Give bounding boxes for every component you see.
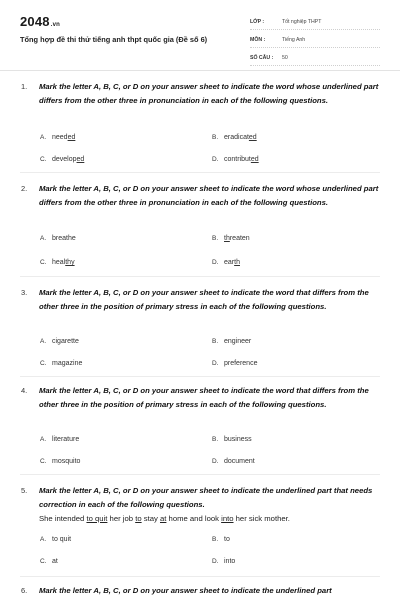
underlined-part: ed [250,156,259,163]
option-text: developed [52,156,85,163]
option-letter: C. [40,558,47,565]
option-c[interactable] [40,156,84,163]
logo-text: 2048 [20,14,50,29]
option-text: eradicated [224,134,257,141]
option-b[interactable] [212,134,257,141]
option-text: magazine [52,360,83,367]
question-instruction: Mark the letter A, B, C, or D on your answer sheet to indicate the word whose underlined part differs from the other three in pronunciation in each of the following questions. [39,82,379,105]
question-number: 4. [21,386,28,395]
option-letter: B. [212,436,219,443]
option-d[interactable] [212,360,257,367]
option-letter: A. [40,134,47,141]
option-letter: B. [212,338,219,345]
option-text: healthy [52,259,75,266]
site-logo[interactable] [20,14,60,29]
question-instruction: Mark the letter A, B, C, or D on your answer sheet to indicate the underlined part that needs correction in each of the following questions. [39,486,373,509]
option-b[interactable] [212,235,250,242]
option-letter: B. [212,536,219,543]
question-instruction: Mark the letter A, B, C, or D on your answer sheet to indicate the underlined part [39,586,332,595]
meta-row-count [250,50,380,66]
option-a[interactable] [40,235,76,242]
option-text: earth [224,259,240,266]
option-text: into [224,558,236,565]
option-letter: D. [212,458,219,465]
meta-value: Tốt nghiệp THPT [282,18,322,25]
option-letter: C. [40,360,47,367]
option-text: business [224,436,252,443]
question-sentence: She intended to quit her job to stay at home and look into her sick mother. [39,514,290,523]
underlined-part: th [234,259,240,266]
question-instruction: Mark the letter A, B, C, or D on your answer sheet to indicate the word that differs from the other three in the position of primary stress in each of the following questions. [39,288,369,311]
option-b[interactable] [212,338,251,345]
logo-suffix: .vn [50,22,61,28]
option-d[interactable] [212,558,235,565]
option-text: literature [52,436,80,443]
divider [20,576,380,577]
option-text: preference [224,360,258,367]
question-number: 5. [21,486,28,495]
option-c[interactable] [40,458,80,465]
option-text: document [224,458,255,465]
option-letter: A. [40,536,47,543]
underlined-part: thy [65,259,75,266]
option-letter: D. [212,259,219,266]
underlined-segment: to quit [86,514,108,523]
meta-value: 50 [282,54,288,61]
option-d[interactable] [212,458,255,465]
option-letter: B. [212,134,219,141]
option-text: breathe [52,235,76,242]
meta-label: LỚP : [250,18,265,25]
divider [20,376,380,377]
option-text: threaten [224,235,250,242]
page-title: Tổng hợp đề thi thử tiếng anh thpt quốc gia (Đề số 6) [20,35,208,44]
option-b[interactable] [212,536,230,543]
question-number: 2. [21,184,28,193]
question-instruction: Mark the letter A, B, C, or D on your answer sheet to indicate the word whose underlined part differs from the other three in pronunciation in each of the following questions. [39,184,379,207]
underlined-part: ed [76,156,85,163]
option-text: at [52,558,58,565]
option-text: to [224,536,230,543]
option-a[interactable] [40,134,75,141]
option-text: mosquito [52,458,81,465]
option-c[interactable] [40,558,58,565]
header [0,0,400,71]
option-letter: C. [40,156,47,163]
exam-meta [250,14,380,68]
option-text: contributed [224,156,259,163]
option-letter: A. [40,338,47,345]
option-c[interactable] [40,360,82,367]
option-letter: B. [212,235,219,242]
option-letter: A. [40,436,47,443]
question-number: 6. [21,586,28,595]
question-number: 1. [21,82,28,91]
underlined-part: ed [248,134,257,141]
option-letter: D. [212,360,219,367]
option-letter: A. [40,235,47,242]
divider [20,474,380,475]
underlined-segment: at [159,514,167,523]
option-text: to quit [52,536,72,543]
option-letter: D. [212,156,219,163]
underlined-segment: to [135,514,142,523]
meta-label: MÔN : [250,36,266,43]
meta-row-class [250,14,380,30]
question-instruction: Mark the letter A, B, C, or D on your answer sheet to indicate the word that differs from the other three in the position of primary stress in each of the following questions. [39,386,369,409]
option-b[interactable] [212,436,252,443]
option-text: engineer [224,338,252,345]
question-number: 3. [21,288,28,297]
underlined-part: th [224,235,230,242]
divider [20,172,380,173]
option-text: needed [52,134,76,141]
option-letter: C. [40,259,47,266]
divider [20,276,380,277]
option-text: cigarette [52,338,79,345]
underlined-segment: into [221,514,234,523]
meta-label: SỐ CÂU : [250,54,274,61]
option-a[interactable] [40,436,79,443]
option-d[interactable] [212,259,240,266]
meta-value: Tiếng Anh [282,36,306,43]
option-a[interactable] [40,536,71,543]
option-a[interactable] [40,338,79,345]
meta-row-subject [250,32,380,48]
option-c[interactable] [40,259,75,266]
option-d[interactable] [212,156,259,163]
underlined-part: ed [67,134,76,141]
option-letter: C. [40,458,47,465]
option-letter: D. [212,558,219,565]
